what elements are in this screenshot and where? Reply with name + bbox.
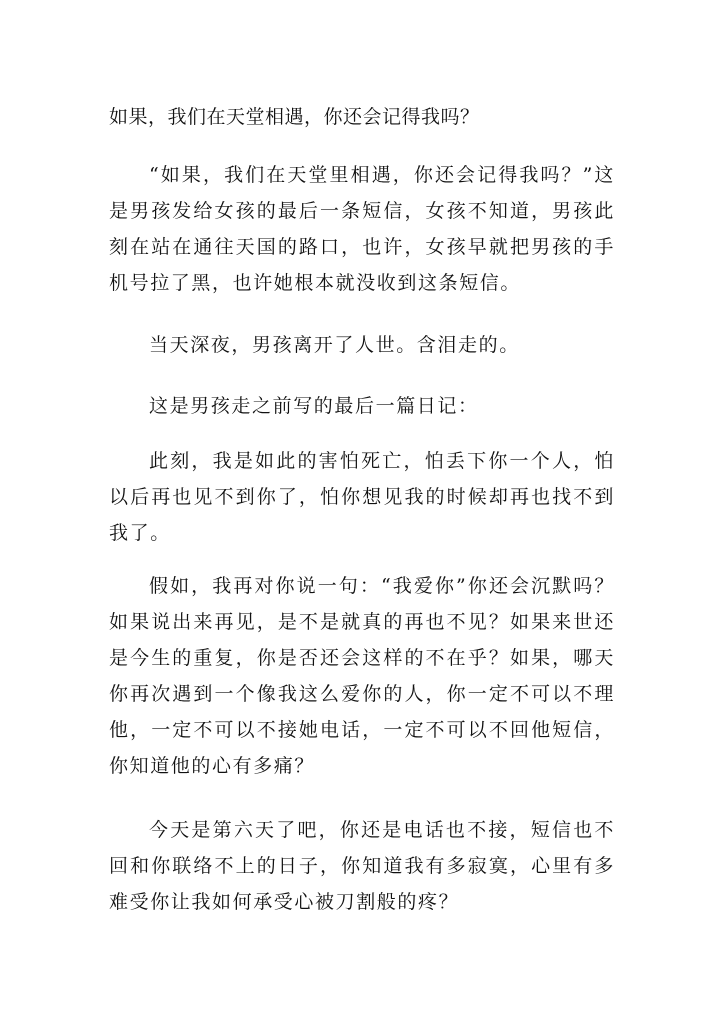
paragraph-sixth-day: 今天是第六天了吧，你还是电话也不接，短信也不回和你联络不上的日子，你知道我有多寂寞，心里有多难受你让我如何承受心被刀割般的疼？ [109, 819, 615, 913]
paragraph-if-i-say-love: 假如，我再对你说一句：“我爱你”你还会沉默吗？如果说出来再见，是不是就真的再也不见？如果来世还是今生的重复，你是否还会这样的不在乎？如果，哪天你再次遇到一个像我这么爱你的人，你一定不可以不理他，一定不可以不接她电话，一定不可以不回他短信，你知道他的心有多痛？ [109, 575, 615, 777]
paragraph-fear-of-death: 此刻，我是如此的害怕死亡，怕丢下你一个人，怕以后再也见不到你了，怕你想见我的时候却再也找不到我了。 [109, 450, 615, 544]
paragraph-passed-away: 当天深夜，男孩离开了人世。含泪走的。 [149, 334, 520, 356]
paragraph-last-diary-intro: 这是男孩走之前写的最后一篇日记： [149, 395, 479, 417]
paragraph-text-message: “如果，我们在天堂里相遇，你还会记得我吗？”这是男孩发给女孩的最后一条短信，女孩不知道，男孩此刻在站在通往天国的路口，也许，女孩早就把男孩的手机号拉了黑，也许她根本就没收到这条短信。 [109, 164, 615, 294]
document-title: 如果，我们在天堂相遇，你还会记得我吗？ [109, 106, 480, 128]
